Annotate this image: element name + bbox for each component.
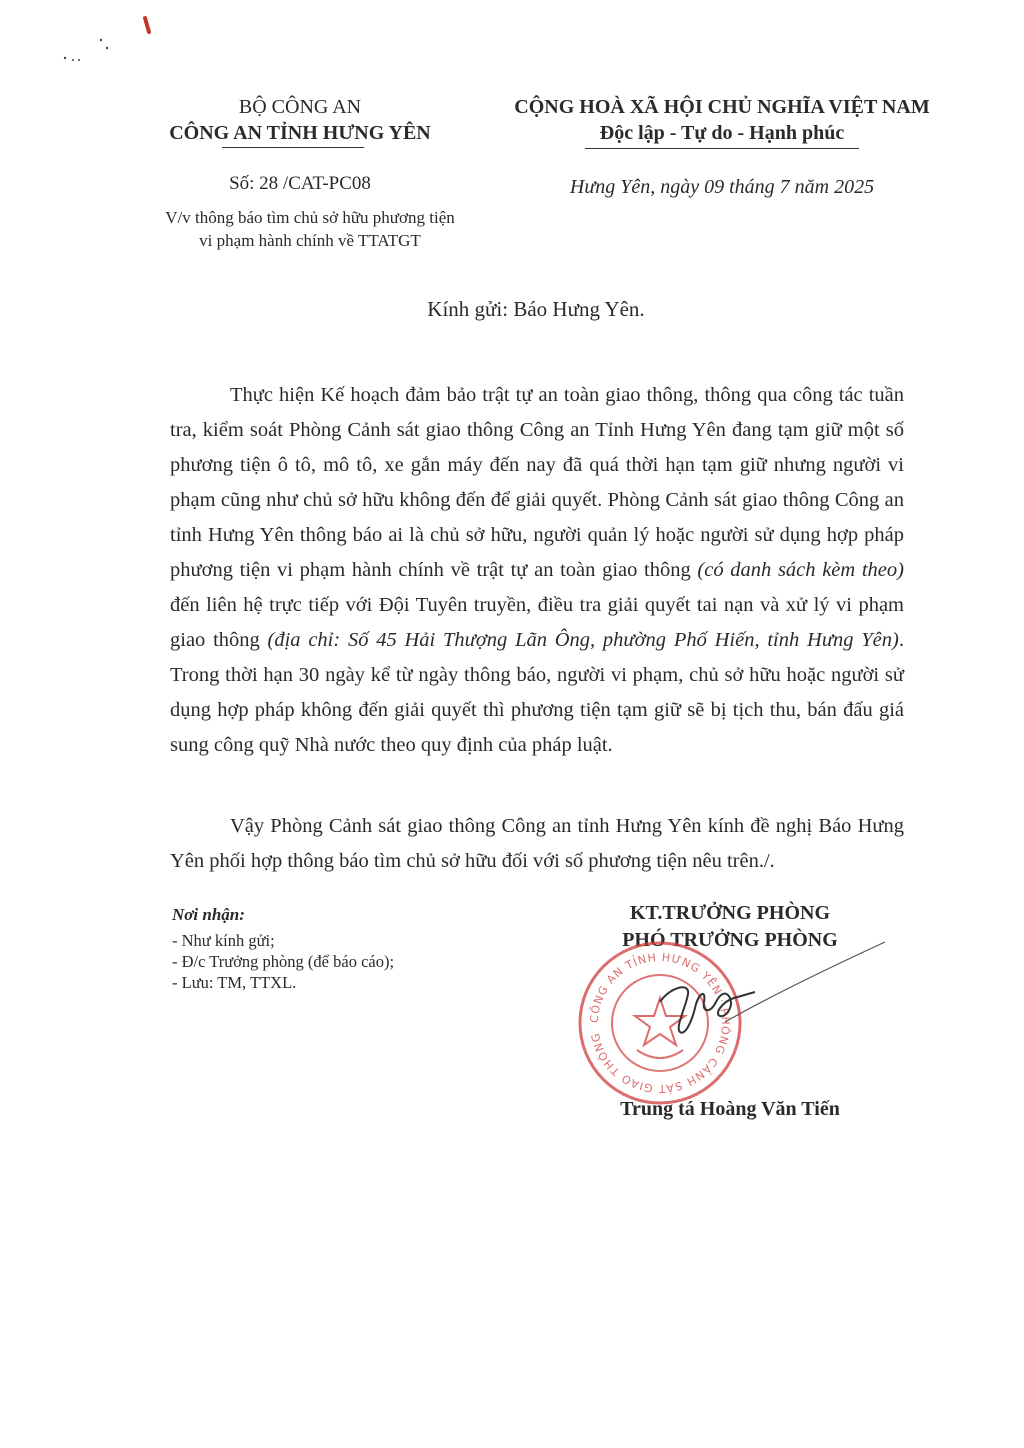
list-item: - Lưu: TM, TTXL. [172, 973, 297, 992]
p1-attachment-note: (có danh sách kèm theo) [697, 559, 904, 581]
recipients-title: Nơi nhận: [172, 905, 245, 924]
scan-mark-icon [55, 10, 165, 70]
body-paragraph-2: Vậy Phòng Cảnh sát giao thông Công an tỉnh Hưng Yên kính đề nghị Báo Hưng Yên phối hợp thông báo tìm chủ sở hữu đối với số phương tiện nêu trên./. [170, 815, 904, 872]
p1-text-e: . Trong thời hạn 30 ngày kể từ ngày thông báo, người vi phạm, chủ sở hữu hoặc người sử dụng hợp pháp không đến giải quyết thì phương tiện tạm giữ sẽ bị tịch thu, bán đấu giá sung công quỹ Nhà nước theo quy định của pháp luật. [170, 629, 904, 756]
signature-title-2: PHÓ TRƯỞNG PHÒNG [622, 929, 838, 951]
subject-line-1: V/v thông báo tìm chủ sở hữu phương tiện [165, 208, 455, 227]
doc-subject [140, 206, 480, 252]
org-parent: BỘ CÔNG AN [238, 96, 362, 118]
org-underline [222, 147, 364, 148]
place-date: Hưng Yên, ngày 09 tháng 7 năm 2025 [569, 176, 875, 198]
p1-text-a: Thực hiện Kế hoạch đảm bảo trật tự an toàn giao thông, thông qua công tác tuần tra, kiểm soát Phòng Cảnh sát giao thông Công an Tỉnh Hưng Yên đang tạm giữ một số phương tiện ô tô, mô tô, xe gắn máy đến nay đã quá thời hạn tạm giữ nhưng người vi phạm cũng như chủ sở hữu không đến để giải quyết. Phòng Cảnh sát giao thông Công an tỉnh Hưng Yên thông báo ai là chủ sở hữu, người quản lý hoặc người sử dụng hợp pháp phương tiện vi phạm hành chính về trật tự an toàn giao thông [170, 384, 904, 581]
p1-text-c: đến liên hệ trực tiếp với Đội Tuyên truyền, điều tra giải quyết tai nạn và xử lý vi phạm giao thông [170, 594, 904, 651]
org-name: CÔNG AN TỈNH HƯNG YÊN [169, 122, 431, 144]
subject-line-2: vi phạm hành chính về TTATGT [199, 231, 421, 250]
list-item: - Đ/c Trưởng phòng (để báo cáo); [172, 952, 395, 971]
handwritten-signature-icon [630, 932, 890, 1052]
signature-title-1: KT.TRƯỞNG PHÒNG [630, 902, 830, 924]
recipients-list [172, 930, 394, 993]
recipient-line: Kính gửi: Báo Hưng Yên. [427, 297, 645, 321]
national-title: CỘNG HOÀ XÃ HỘI CHỦ NGHĨA VIỆT NAM [514, 96, 930, 118]
list-item: - Như kính gửi; [172, 931, 275, 950]
signer-name: Trung tá Hoàng Văn Tiến [620, 1098, 840, 1120]
stamp-text: CÔNG AN TỈNH HƯNG YÊN · PHÒNG CẢNH SÁT GIAO THÔNG [587, 950, 733, 1096]
national-motto: Độc lập - Tự do - Hạnh phúc [599, 122, 845, 144]
body-paragraph-1 [170, 378, 904, 763]
p1-address: (địa chỉ: Số 45 Hải Thượng Lãn Ông, phường Phố Hiến, tỉnh Hưng Yên) [267, 629, 899, 651]
doc-number: Số: 28 /CAT-PC08 [229, 173, 371, 194]
motto-underline [585, 148, 859, 149]
